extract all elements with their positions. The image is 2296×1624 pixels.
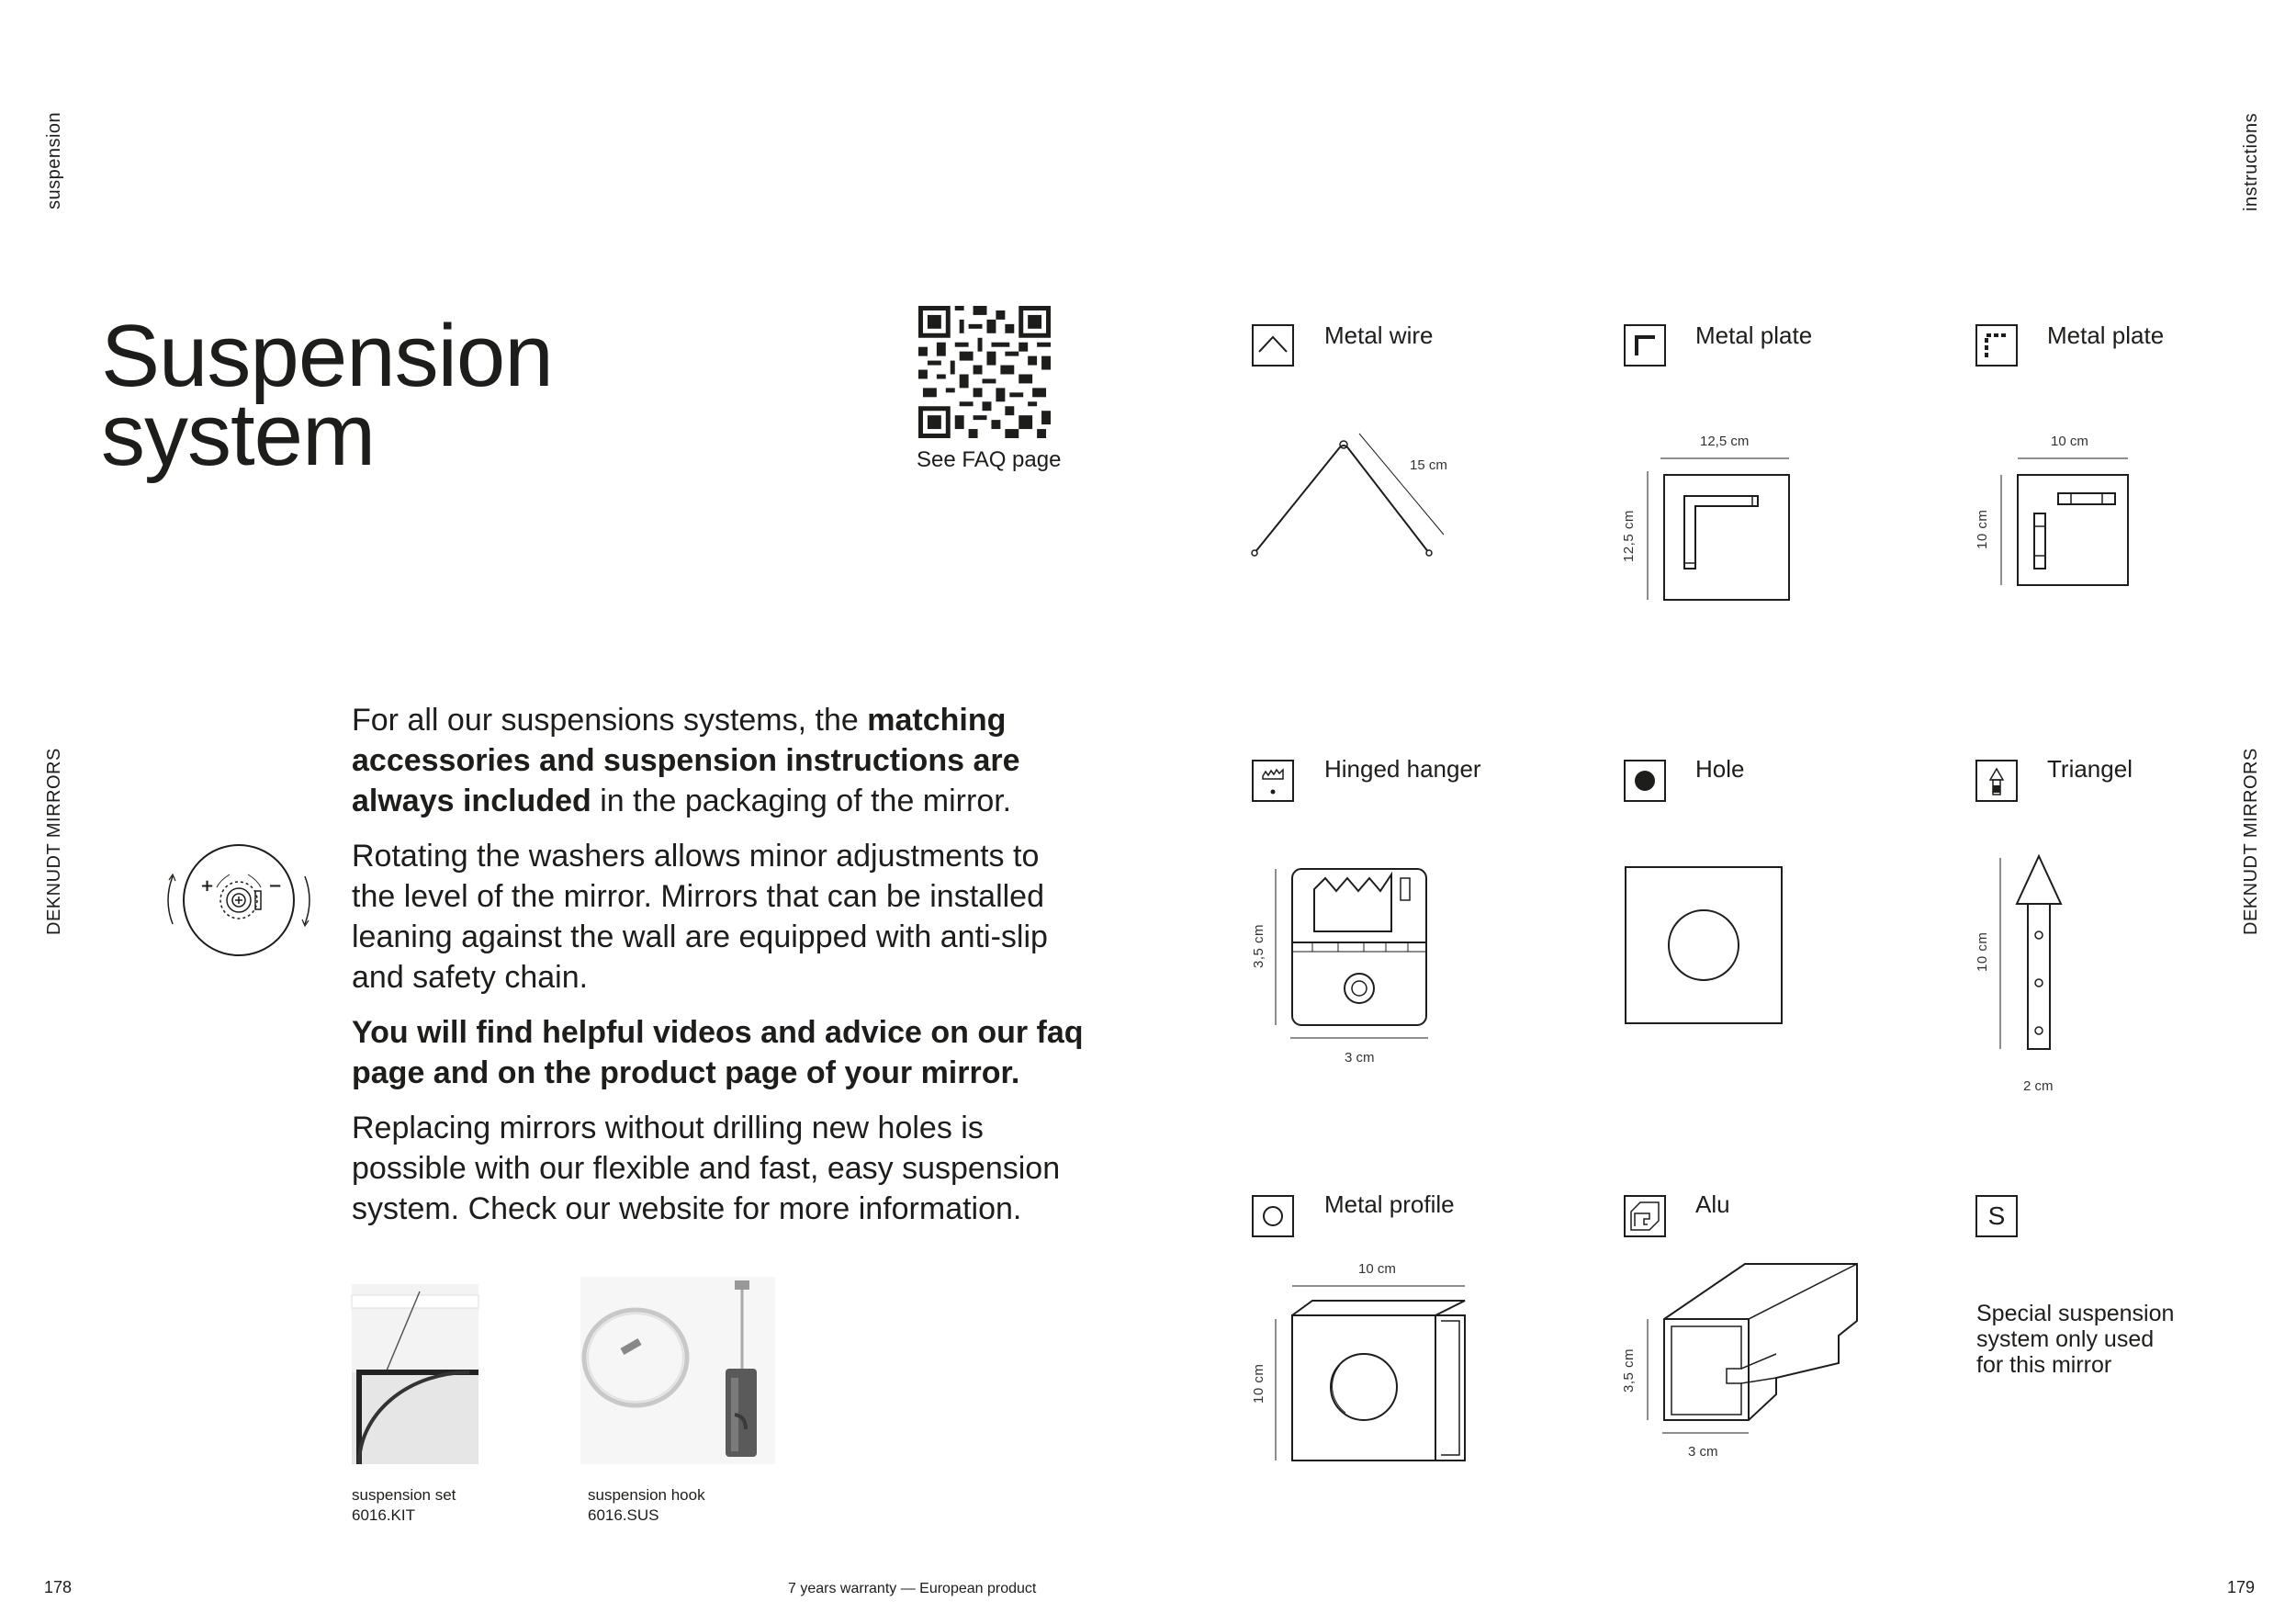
hinged-hanger-drawing [1272, 863, 1433, 1043]
paragraph-faq: You will find helpful videos and advice on our faq page and on the product page of your mirror. [352, 1015, 1084, 1090]
paragraph-replacing: Replacing mirrors without drilling new holes is possible with our flexible and fast, easy suspension system. Check our website for more information. [352, 1111, 1061, 1226]
metal-wire-label: Metal wire [1324, 321, 1434, 349]
intro-text [352, 700, 1086, 1244]
hole-drawing [1624, 865, 1784, 1025]
metal-wire-icon [1252, 324, 1294, 367]
page-number-left: 178 [44, 1578, 73, 1596]
side-label-suspension: suspension [44, 111, 64, 209]
suspension-set-image [352, 1284, 478, 1464]
metal-wire-drawing [1249, 432, 1451, 560]
metal-plate-icon [1624, 324, 1666, 367]
special-suspension-icon: S [1975, 1195, 2018, 1237]
svg-text:−: − [268, 876, 283, 896]
metal-plate-2-height: 10 cm [1975, 509, 1990, 549]
special-suspension-text: Special suspension system only used for this mirror [1976, 1301, 2175, 1378]
side-label-brand-left: DEKNUDT MIRRORS [44, 748, 64, 935]
page-number-right: 179 [2227, 1578, 2256, 1596]
hinged-hanger-width: 3 cm [1345, 1050, 1375, 1066]
metal-plate-label: Metal plate [1695, 321, 1813, 349]
qr-caption[interactable]: See FAQ page [917, 447, 1062, 472]
washer-adjustment-diagram [165, 843, 312, 961]
metal-plate-height: 12,5 cm [1621, 510, 1637, 562]
hinged-hanger-icon [1252, 760, 1294, 802]
triangel-label: Triangel [2047, 755, 2133, 783]
footer-warranty: 7 years warranty — European product [788, 1581, 1037, 1596]
metal-profile-label: Metal profile [1324, 1190, 1455, 1218]
qr-code[interactable] [918, 306, 1051, 438]
metal-plate-2-label: Metal plate [2047, 321, 2165, 349]
metal-plate-width: 12,5 cm [1700, 434, 1750, 449]
triangel-drawing [1993, 852, 2066, 1056]
metal-plate-2-width: 10 cm [2051, 434, 2088, 449]
side-label-instructions: instructions [2241, 112, 2261, 211]
page-title [101, 307, 553, 484]
paragraph-accessories: For all our suspensions systems, the matching accessories and suspension instructions are always included in the packaging of the mirror. [352, 703, 1020, 818]
alu-drawing [1644, 1258, 1864, 1442]
side-label-brand-right: DEKNUDT MIRRORS [2241, 748, 2261, 935]
metal-profile-height: 10 cm [1251, 1363, 1266, 1404]
triangel-width: 2 cm [2023, 1078, 2054, 1094]
suspension-hook-image [580, 1277, 775, 1464]
hole-icon [1624, 760, 1666, 802]
hole-label: Hole [1695, 755, 1745, 783]
metal-profile-drawing [1272, 1282, 1469, 1466]
title-line-2: system [101, 386, 376, 484]
metal-plate-dashed-icon [1975, 324, 2018, 367]
metal-wire-dim: 15 cm [1410, 457, 1447, 473]
triangel-icon [1975, 760, 2018, 802]
title-line-1: Suspension [101, 307, 553, 405]
metal-plate-2-drawing [1998, 455, 2135, 592]
metal-profile-width: 10 cm [1358, 1261, 1396, 1277]
metal-plate-drawing [1644, 455, 1791, 602]
metal-profile-icon [1252, 1195, 1294, 1237]
alu-height: 3,5 cm [1621, 1348, 1637, 1393]
alu-icon [1624, 1195, 1666, 1237]
hinged-hanger-height: 3,5 cm [1251, 923, 1266, 968]
product-suspension-hook: suspension hook 6016.SUS [588, 1486, 705, 1524]
paragraph-washers: Rotating the washers allows minor adjustments to the level of the mirror. Mirrors that can be installed leaning against the wall are equipped with anti-slip and safety chain. [352, 839, 1048, 995]
hinged-hanger-label: Hinged hanger [1324, 755, 1481, 783]
alu-width: 3 cm [1688, 1444, 1718, 1460]
alu-label: Alu [1695, 1190, 1730, 1218]
svg-text:+: + [200, 876, 215, 896]
product-suspension-set: suspension set 6016.KIT [352, 1486, 456, 1524]
triangel-height: 10 cm [1975, 931, 1990, 972]
